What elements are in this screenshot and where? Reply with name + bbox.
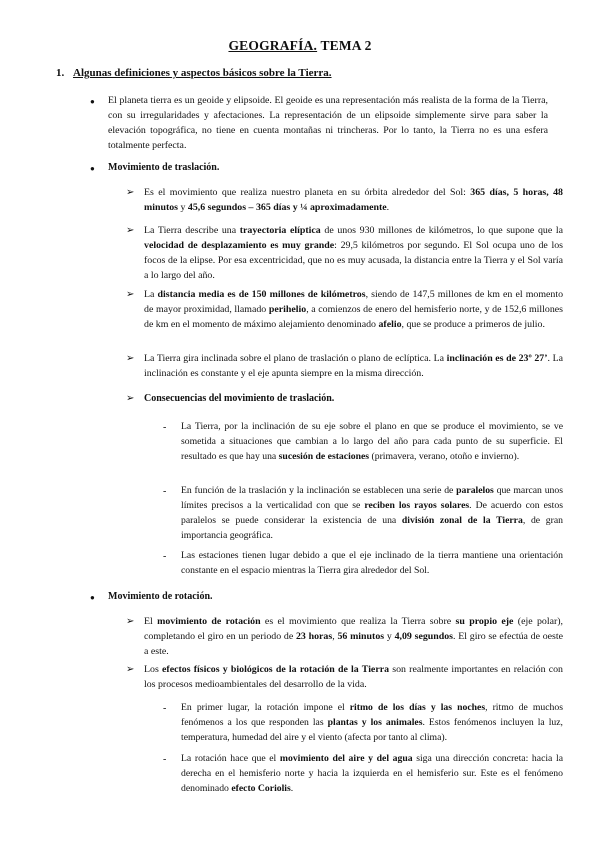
rotacion-heading: Movimiento de rotación. [108,591,213,602]
text-run: , ritmo de muchos fenómenos a los que responden las [181,702,563,728]
text-run: Los [144,664,163,675]
bold-run: efecto Coriolis [231,783,291,794]
rotacion-item-2 [181,751,563,796]
text-run: , de gran importancia geográfica. [181,515,563,541]
traslacion-heading: Movimiento de traslación. [108,162,220,173]
bullet-marker: ● [90,593,95,602]
bold-run: 4,09 segundos [394,631,454,642]
text-run: La rotación hace que el [181,753,280,764]
intro-text: El planeta tierra es un geoide y elipsoide. El geoide es una representación más realista de la forma de la Tierra, con su irregularidades y afectaciones. La representación de un elipsoide simplemente sirve para saber la elevación topográfica, no tiene en cuenta montañas ni trincheras. Por lo tanto, la Tierra no es una esfera totalmente perfecta. [108,95,548,151]
consecuencias-item-3 [181,548,563,578]
text-run: El [144,616,158,627]
bold-run: movimiento de rotación [157,616,261,627]
text-run: La Tierra gira inclinada sobre el plano de traslación o plano de eclíptica. La [144,353,447,364]
text-run: (eje polar), completando el giro en un periodo de [144,616,563,642]
bold-run: ritmo de los días y las noches [349,702,486,713]
text-run: , [332,631,338,642]
bold-run: paralelos [456,485,494,496]
bold-run: trayectoria elíptica [239,225,321,236]
consecuencias-item-1 [181,419,563,464]
bold-run: reciben los rayos solares [364,500,470,511]
intro-paragraph [108,93,548,153]
text-run: . La inclinación es constante y el eje apunta siempre en la misma dirección. [144,353,563,379]
text-run: son realmente importantes en relación con los procesos medioambientales del desarrollo de la vida. [144,664,563,690]
traslacion-paragraph-4 [144,351,563,381]
arrow-marker: ➢ [126,225,135,236]
dash-marker: - [163,703,167,714]
text-run: . De acuerdo con estos paralelos se puede considerar la existencia de una [181,500,563,526]
bold-run: efectos físicos y biológicos de la rotación de la Tierra [162,664,390,675]
bold-run: su propio eje [455,616,514,627]
text-run: : 29,5 kilómetros por segundo. El Sol ocupa uno de los focos de la elipse. Por esa excentricidad, que no es muy acusada, la distancia entre la Tierra y el Sol varía a lo largo del año. [144,240,563,281]
bold-run: sucesión de estaciones [278,451,370,462]
section-number: 1. [56,67,65,79]
traslacion-paragraph-2 [144,223,563,283]
bold-run: 23 horas [295,631,333,642]
text-run: Es el movimiento que realiza nuestro planeta en su órbita alrededor del Sol: [144,187,471,198]
bold-run: distancia media es de 150 millones de kilómetros [157,289,366,300]
arrow-marker: ➢ [126,664,135,675]
bold-run: 45,6 segundos – 365 días y ¼ aproximadamente [187,202,387,213]
dash-marker: - [163,754,167,765]
title-subject: GEOGRAFÍA. [228,38,318,53]
arrow-marker: ➢ [126,393,135,404]
text-run: La Tierra describe una [144,225,240,236]
text-run: y [384,631,395,642]
text-run: Las estaciones tienen lugar debido a que el eje inclinado de la tierra mantiene una orientación constante en el espacio mientras la Tierra gira alrededor del Sol. [181,550,563,576]
text-run: La [144,289,158,300]
arrow-marker: ➢ [126,616,135,627]
text-run: es el movimiento que realiza la Tierra sobre [260,616,456,627]
bold-run: perihelio [268,304,307,315]
consecuencias-heading: Consecuencias del movimiento de traslación. [144,393,335,404]
arrow-marker: ➢ [126,289,135,300]
text-run: que marcan unos límites precisos a la verticalidad con que se [181,485,563,511]
bold-run: 365 días, 5 horas, 48 minutos [144,187,563,213]
bold-run: plantas y los animales [327,717,423,728]
text-run: y [178,202,188,213]
rotacion-paragraph-2 [144,662,563,692]
text-run: (primavera, verano, otoño e invierno). [369,451,520,462]
dash-marker: - [163,422,167,433]
bold-run: inclinación es de 23º 27’ [446,353,548,364]
text-run: . El giro se efectúa de oeste a este. [144,631,564,657]
section-heading-text: Algunas definiciones y aspectos básicos sobre la Tierra. [73,67,332,79]
bold-run: 56 minutos [337,631,385,642]
text-run: La Tierra, por la inclinación de su eje sobre el plano en que se produce el movimiento, se ve sometida a situaciones que cambian a lo largo del año para cada punto de su superficie. El resultado es que hay una [181,421,563,462]
bold-run: velocidad de desplazamiento es muy grande [144,240,335,251]
text-run: , que se produce a primeros de julio. [401,319,545,330]
bold-run: afelio [378,319,402,330]
consecuencias-item-2 [181,483,563,543]
traslacion-paragraph-3 [144,287,563,332]
bullet-marker: ● [90,164,95,173]
text-run: En primer lugar, la rotación impone el [181,702,350,713]
traslacion-paragraph-1 [144,185,563,215]
text-run: . Estos fenómenos incluyen la luz, temperatura, humedad del aire y el viento (afecta por tanto al clima). [181,717,563,743]
section-heading [56,67,556,79]
bold-run: división zonal de la Tierra [401,515,523,526]
text-run: , a comienzos de enero del hemisferio norte, y de 152,6 millones de km en el momento de máximo alejamiento denominado [144,304,563,330]
text-run: . [386,202,390,213]
rotacion-item-1 [181,700,563,745]
bullet-marker: ● [90,97,95,106]
dash-marker: - [163,551,167,562]
rotacion-paragraph-1 [144,614,563,659]
text-run: siga una dirección concreta: hacia la derecha en el hemisferio norte y hacia la izquierda en el hemisferio sur. Este es el fenómeno denominado [181,753,563,794]
dash-marker: - [163,486,167,497]
text-run: En función de la traslación y la inclinación se establecen una serie de [181,485,457,496]
arrow-marker: ➢ [126,187,135,198]
arrow-marker: ➢ [126,353,135,364]
bold-run: movimiento del aire y del agua [279,753,413,764]
text-run: . [290,783,294,794]
title-topic: TEMA 2 [317,38,372,53]
page-title [0,38,600,54]
text-run: de unos 930 millones de kilómetros, lo que supone que la [320,225,563,236]
text-run: , siendo de 147,5 millones de km en el momento de mayor proximidad, llamado [144,289,564,315]
